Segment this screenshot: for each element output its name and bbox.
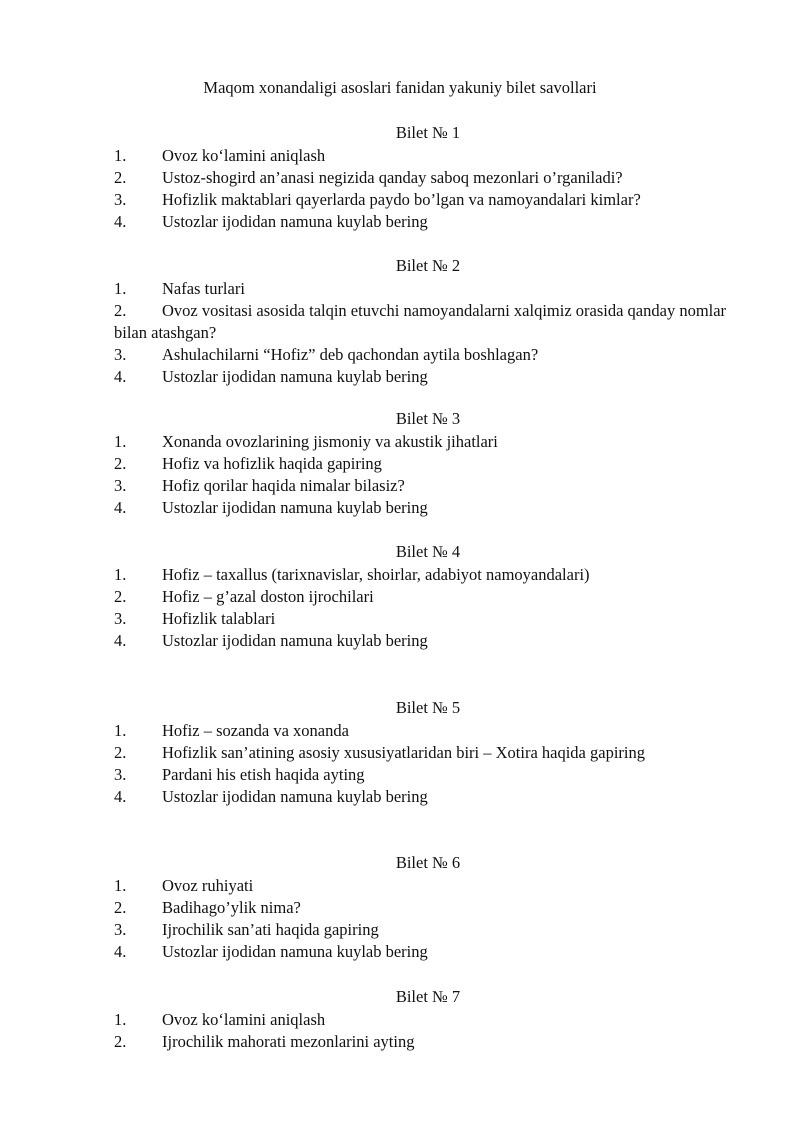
question-number: 3.	[114, 345, 127, 364]
question-number: 4.	[114, 787, 127, 806]
question-text: Ustozlar ijodidan namuna kuylab bering	[162, 631, 428, 650]
question-item	[114, 875, 748, 897]
question-text: Hofiz – sozanda va xonanda	[162, 721, 349, 740]
question-item	[114, 189, 748, 211]
question-item	[114, 608, 748, 630]
question-text: Hofiz – taxallus (tarixnavislar, shoirlar, adabiyot namoyandalari)	[162, 565, 590, 584]
question-item	[114, 366, 748, 388]
bilet-heading: Bilet № 5	[395, 698, 461, 717]
question-item	[114, 278, 748, 300]
question-number: 2.	[114, 743, 127, 762]
question-item	[114, 630, 748, 652]
question-item	[114, 145, 748, 167]
bilet-4	[114, 541, 748, 652]
question-text: Ustozlar ijodidan namuna kuylab bering	[162, 498, 428, 517]
question-number: 3.	[114, 920, 127, 939]
question-item	[114, 431, 748, 453]
question-list	[114, 564, 748, 652]
question-number: 4.	[114, 212, 127, 231]
question-text: Ovoz ruhiyati	[162, 876, 254, 895]
question-number: 3.	[114, 765, 127, 784]
question-number: 1.	[114, 721, 127, 740]
question-number: 1.	[114, 1010, 127, 1029]
question-text: Hofiz qorilar haqida nimalar bilasiz?	[162, 476, 405, 495]
question-list	[114, 278, 748, 388]
question-list	[114, 431, 748, 519]
question-number: 3.	[114, 609, 127, 628]
question-number: 2.	[114, 454, 127, 473]
question-number: 4.	[114, 631, 127, 650]
bilet-heading: Bilet № 1	[395, 123, 461, 142]
question-text: Nafas turlari	[162, 279, 245, 298]
bilet-3	[114, 408, 748, 519]
question-text: Ijrochilik san’ati haqida gapiring	[162, 920, 379, 939]
question-number: 2.	[114, 1032, 127, 1051]
question-item	[114, 211, 748, 233]
question-item	[114, 586, 748, 608]
question-text: Ovoz koʻlamini aniqlash	[162, 146, 326, 165]
question-number: 2.	[114, 301, 127, 320]
question-text: Ustozlar ijodidan namuna kuylab bering	[162, 942, 428, 961]
bilet-2	[114, 255, 748, 388]
question-item	[114, 475, 748, 497]
question-item	[114, 167, 748, 189]
question-item	[114, 742, 748, 764]
bilet-5	[114, 697, 748, 808]
question-number: 4.	[114, 367, 127, 386]
question-item	[114, 497, 748, 519]
question-text: Ustoz-shogird an’anasi negizida qanday saboq mezonlari o’rganiladi?	[162, 168, 623, 187]
question-text: Hofizlik san’atining asosiy xususiyatlaridan biri – Xotira haqida gapiring	[162, 743, 645, 762]
question-item	[114, 764, 748, 786]
bilet-heading: Bilet № 7	[395, 987, 461, 1006]
question-list	[114, 1009, 748, 1053]
question-item	[114, 453, 748, 475]
bilet-heading: Bilet № 3	[395, 409, 461, 428]
question-text: Ijrochilik mahorati mezonlarini ayting	[162, 1032, 415, 1051]
question-number: 3.	[114, 476, 127, 495]
question-text: Hofiz va hofizlik haqida gapiring	[162, 454, 382, 473]
question-text: Ustozlar ijodidan namuna kuylab bering	[162, 367, 428, 386]
question-item	[114, 1031, 748, 1053]
question-item	[114, 1009, 748, 1031]
question-number: 2.	[114, 587, 127, 606]
question-item	[114, 897, 748, 919]
bilet-heading: Bilet № 2	[395, 256, 461, 275]
question-text: Ashulachilarni “Hofiz” deb qachondan aytila boshlagan?	[162, 345, 539, 364]
question-item	[114, 786, 748, 808]
question-item	[114, 344, 748, 366]
question-text: Ovoz koʻlamini aniqlash	[162, 1010, 326, 1029]
question-text: Ustozlar ijodidan namuna kuylab bering	[162, 787, 428, 806]
question-item	[114, 300, 748, 344]
question-text: Pardani his etish haqida ayting	[162, 765, 365, 784]
bilet-1	[114, 122, 748, 233]
question-list	[114, 720, 748, 808]
question-number: 1.	[114, 565, 127, 584]
question-list	[114, 145, 748, 233]
question-item	[114, 941, 748, 963]
question-text: Badihago’ylik nima?	[162, 898, 301, 917]
question-item	[114, 919, 748, 941]
document-title: Maqom xonandaligi asoslari fanidan yakuniy bilet savollari	[203, 78, 597, 97]
question-item	[114, 720, 748, 742]
question-text: Ovoz vositasi asosida talqin etuvchi namoyandalarni xalqimiz orasida qanday nomlar bilan atashgan?	[114, 301, 727, 342]
bilet-6	[114, 852, 748, 963]
bilet-heading: Bilet № 4	[395, 542, 461, 561]
question-number: 4.	[114, 942, 127, 961]
question-number: 3.	[114, 190, 127, 209]
question-number: 1.	[114, 146, 127, 165]
question-number: 1.	[114, 432, 127, 451]
bilet-7	[114, 986, 748, 1053]
question-text: Xonanda ovozlarining jismoniy va akustik jihatlari	[162, 432, 498, 451]
question-text: Hofiz – g’azal doston ijrochilari	[162, 587, 374, 606]
question-item	[114, 564, 748, 586]
question-number: 2.	[114, 898, 127, 917]
question-text: Hofizlik maktablari qayerlarda paydo bo’lgan va namoyandalari kimlar?	[162, 190, 641, 209]
question-list	[114, 875, 748, 963]
question-number: 4.	[114, 498, 127, 517]
question-number: 1.	[114, 279, 127, 298]
bilet-heading: Bilet № 6	[395, 853, 461, 872]
question-number: 2.	[114, 168, 127, 187]
question-text: Ustozlar ijodidan namuna kuylab bering	[162, 212, 428, 231]
question-text: Hofizlik talablari	[162, 609, 276, 628]
question-number: 1.	[114, 876, 127, 895]
